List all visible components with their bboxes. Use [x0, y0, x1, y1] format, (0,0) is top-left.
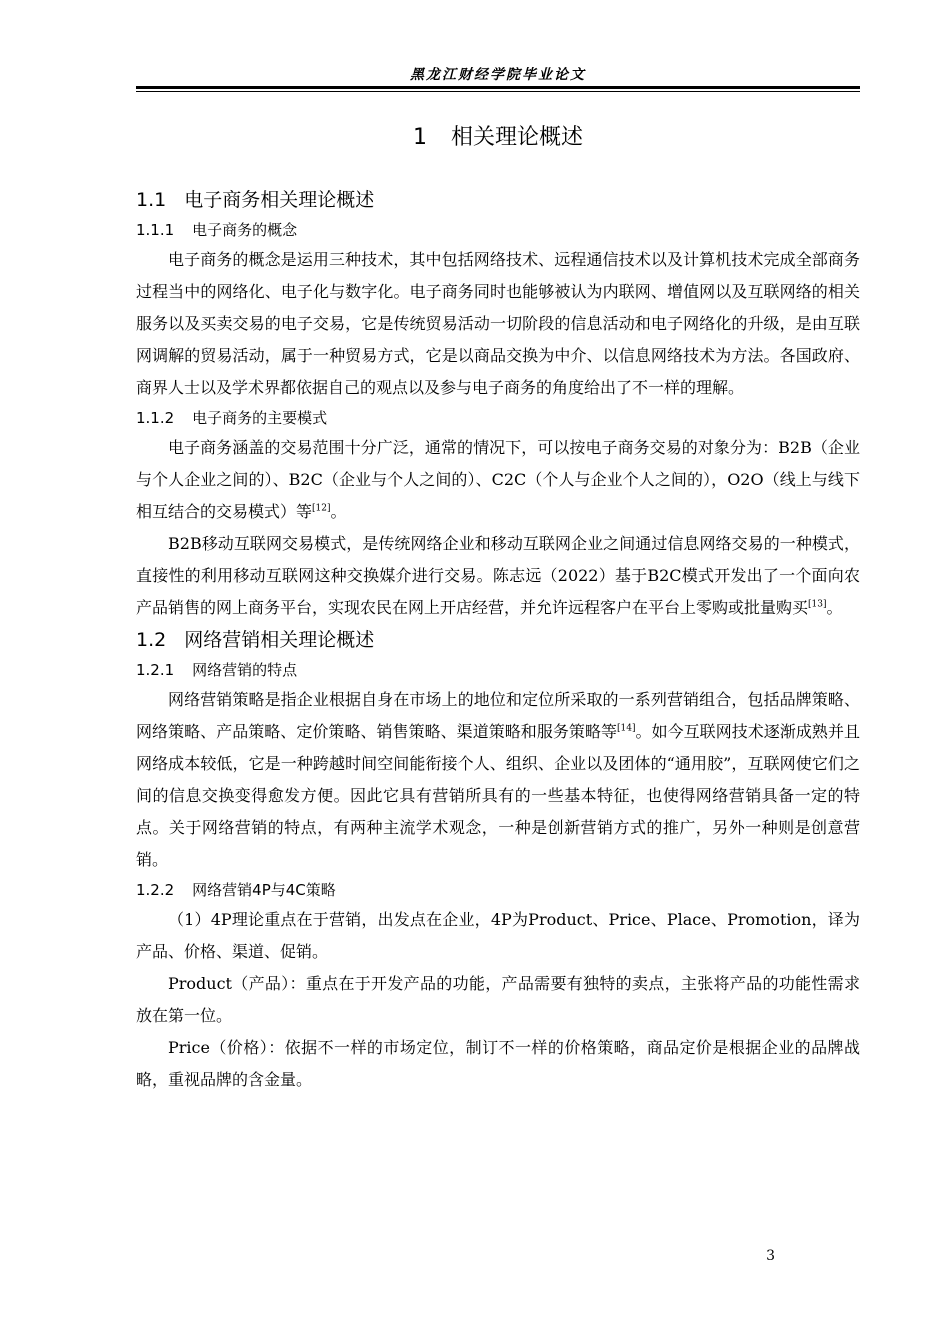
section-number: 1.2: [136, 629, 167, 651]
subsection-title: 电子商务的主要模式: [192, 409, 328, 427]
paragraph-price: Price（价格）：依据不一样的市场定位，制订不一样的价格策略，商品定价是根据企业的品牌战略，重视品牌的含金量。: [136, 1038, 860, 1089]
chapter-title: 相关理论概述: [450, 125, 583, 150]
header-rule-thin: [136, 91, 860, 92]
section-heading-1-1: [136, 184, 860, 216]
paragraph-4p-theory: （1）4P理论重点在于营销，出发点在企业，4P为Product、Price、Place、Promotion，译为产品、价格、渠道、促销。: [136, 910, 860, 961]
subsection-number: 1.2.2: [136, 881, 175, 899]
subsection-number: 1.2.1: [136, 661, 175, 679]
subsection-heading-1-2-2: [136, 876, 860, 904]
section-heading-1-2: [136, 624, 860, 656]
citation-ref: [13]: [808, 599, 827, 610]
subsection-heading-1-2-1: [136, 656, 860, 684]
paragraph-end: 。: [826, 598, 843, 617]
subsection-title: 网络营销4P与4C策略: [192, 881, 336, 899]
subsection-title: 电子商务的概念: [192, 221, 298, 239]
paragraph-text: B2B移动互联网交易模式，是传统网络企业和移动互联网企业之间通过信息网络交易的一种模式，直接性的利用移动互联网这种交换媒介进行交易。陈志远（2022）基于B2C模式开发出了一个面向农产品销售的网上商务平台，实现农民在网上开店经营，并允许远程客户在平台上零购或批量购买: [136, 534, 860, 617]
paragraph-end: 。: [330, 502, 347, 521]
paragraph-product: Product（产品）：重点在于开发产品的功能，产品需要有独特的卖点，主张将产品的功能性需求放在第一位。: [136, 974, 860, 1025]
paragraph-text: 电子商务涵盖的交易范围十分广泛，通常的情况下，可以按电子商务交易的对象分为：B2B（企业与个人企业之间的）、B2C（企业与个人之间的）、C2C（个人与企业个人之间的），O2O（线上与线下相互结合的交易模式）等: [136, 438, 860, 521]
chapter-number: 1: [412, 125, 427, 150]
paragraph-end: 。如今互联网技术逐渐成熟并且网络成本较低，它是一种跨越时间空间能衔接个人、组织、企业以及团体的“通用胶”，互联网使它们之间的信息交换变得愈发方便。因此它具有营销所具有的一些基本特征，也使得网络营销具备一定的特点。关于网络营销的特点，有两种主流学术观念，一种是创新营销方式的推广，另外一种则是创意营销。: [136, 722, 860, 869]
section-title: 电子商务相关理论概述: [184, 189, 375, 211]
subsection-heading-1-1-2: [136, 404, 860, 432]
paragraph-ecommerce-modes: [136, 432, 860, 528]
section-number: 1.1: [136, 189, 167, 211]
paragraph-b2b-mode: [136, 528, 860, 624]
chapter-heading: [136, 118, 860, 158]
paragraph-marketing-features: [136, 684, 860, 876]
subsection-number: 1.1.2: [136, 409, 175, 427]
subsection-heading-1-1-1: [136, 216, 860, 244]
citation-ref: [12]: [312, 503, 331, 514]
running-header: 黑龙江财经学院毕业论文: [410, 67, 586, 83]
page-number: 3: [766, 1248, 775, 1264]
subsection-title: 网络营销的特点: [192, 661, 298, 679]
section-title: 网络营销相关理论概述: [184, 629, 375, 651]
subsection-number: 1.1.1: [136, 221, 175, 239]
paragraph-ecommerce-concept: 电子商务的概念是运用三种技术，其中包括网络技术、远程通信技术以及计算机技术完成全部商务过程当中的网络化、电子化与数字化。电子商务同时也能够被认为内联网、增值网以及互联网络的相关服务以及买卖交易的电子交易，它是传统贸易活动一切阶段的信息活动和电子网络化的升级，是由互联网调解的贸易活动，属于一种贸易方式，它是以商品交换为中介、以信息网络技术为方法。各国政府、商界人士以及学术界都依据自己的观点以及参与电子商务的角度给出了不一样的理解。: [136, 250, 860, 397]
page-content: [136, 118, 860, 1096]
header-rule-thick: [136, 86, 860, 89]
paragraph-text: 网络营销策略是指企业根据自身在市场上的地位和定位所采取的一系列营销组合，包括品牌策略、网络策略、产品策略、定价策略、销售策略、渠道策略和服务策略等: [136, 690, 860, 741]
citation-ref: [14]: [617, 723, 636, 734]
